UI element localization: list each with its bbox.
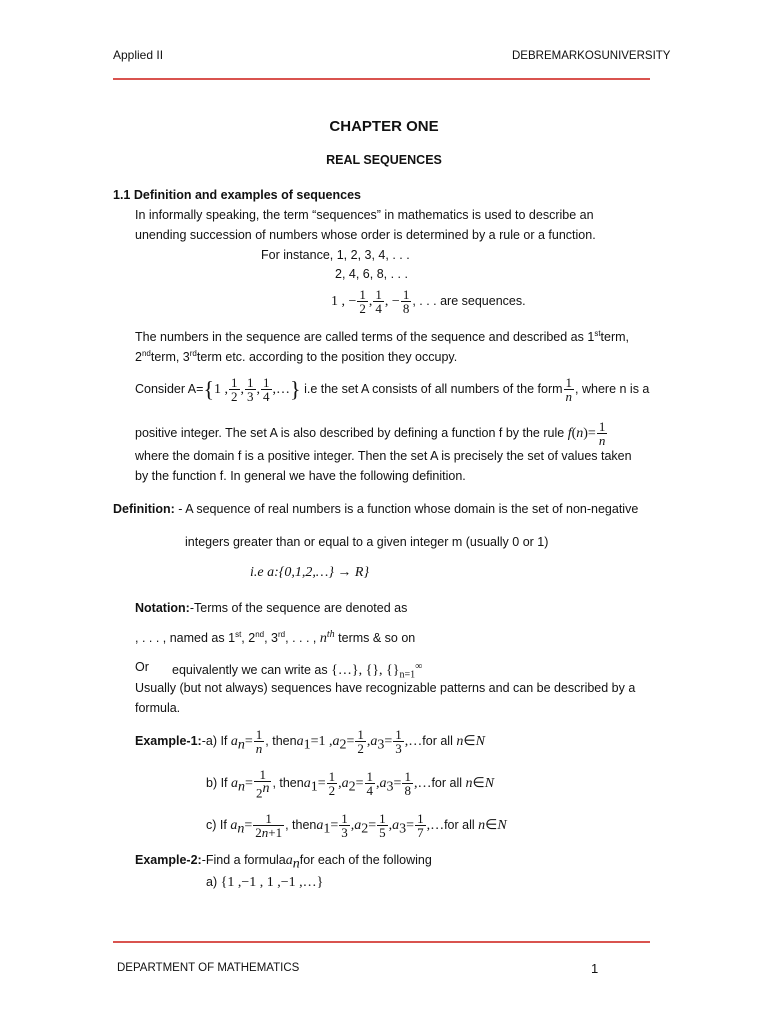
para2-consider-line: Consider A={1 , $\frac{1}{2}$ , $\frac{1}{3}$ , $\frac{1}{4}$ ,…} i.e the set A consists of all numbers of the form $\frac{1}{n}$ , where n is a [135,375,650,404]
example2-line: Example-2:-Find a formulaa$_n$for each of the following [135,853,432,872]
definition-line2: integers greater than or equal to a given integer m (usually 0 or 1) [185,535,549,549]
example-seq-3: 1 , − $\frac{1}{2}$ , $\frac{1}{4}$ , − $\frac{1}{8}$ , . . . are sequences. [331,287,526,316]
header-rule [113,78,650,80]
para2-line6: by the function f. In general we have the following definition. [135,469,466,483]
para2-line4: positive integer. The set A is also described by defining a function f by the rule f(n)= $\frac{1}{n}$ [135,419,606,448]
notation-line1: Notation:-Terms of the sequence are denoted as [135,601,408,615]
example1-a: Example-1:-a) If $a_n=$ $\frac{1}{n}$ , thena$_1$=1 $,a_2=$ $\frac{1}{2}$ $,a_3=$ $\frac{1}{3}$ ,…for all n∈N [135,727,485,756]
example1-c: c) If $a_n=$ $\frac{1}{2n+1}$ , thena$_1$= $\frac{1}{3}$ $,a_2=$ $\frac{1}{5}$ $,a_3=$ $\frac{1}{7}$ ,…for all n∈N [206,811,507,840]
para1-line1: In informally speaking, the term “sequences” in mathematics is used to describe an [135,208,594,222]
notation-line2: , . . . , named as 1st, 2nd, 3rd, . . . , $n^{th}$ terms & so on [135,629,416,647]
definition-line1: Definition: - A sequence of real numbers is a function whose domain is the set of non-negative [113,502,639,516]
usually-line1: Usually (but not always) sequences have recognizable patterns and can be described by a [135,681,636,695]
header-left: Applied II [113,48,164,62]
example2-a: a) {1 ,−1 , 1 ,−1 ,…} [206,875,324,890]
notation-or: Or [135,660,149,674]
example-seq-3-tail: , . . . are sequences. [412,293,526,308]
para2-line1: The numbers in the sequence are called terms of the sequence and described as 1stterm, [135,329,630,345]
footer-left: DEPARTMENT OF MATHEMATICS [117,962,300,974]
page-number: 1 [591,961,599,976]
notation-equiv: equivalently we can write as {…}, {}, $\{\}_{n=1}^\infty$ [172,661,423,681]
footer-rule [113,941,650,943]
definition-formula: i.e a:{0,1,2,…} → R} [250,565,370,580]
para1-line2: unending succession of numbers whose order is determined by a rule or a function. [135,228,596,242]
chapter-subtitle: REAL SEQUENCES [326,153,442,167]
para2-line5: where the domain f is a positive integer. Then the set A is precisely the set of values taken [135,449,632,463]
para2-line2: 2ndterm, 3rdterm etc. according to the position they occupy. [135,349,458,365]
section-heading: 1.1 Definition and examples of sequences [113,188,361,202]
usually-line2: formula. [135,701,181,715]
header-right: DEBREMARKOSUNIVERSITY [512,50,671,62]
example-seq-2: 2, 4, 6, 8, . . . [335,267,408,281]
example-seq-1: For instance, 1, 2, 3, 4, . . . [261,248,410,262]
chapter-title: CHAPTER ONE [329,118,439,135]
example1-b: b) If $a_n=$ $\frac{1}{2^n}$ , thena$_1$= $\frac{1}{2}$ $,a_2=$ $\frac{1}{4}$ $,a_3=$ $\frac{1}{8}$ ,…for all n∈N [206,767,495,801]
